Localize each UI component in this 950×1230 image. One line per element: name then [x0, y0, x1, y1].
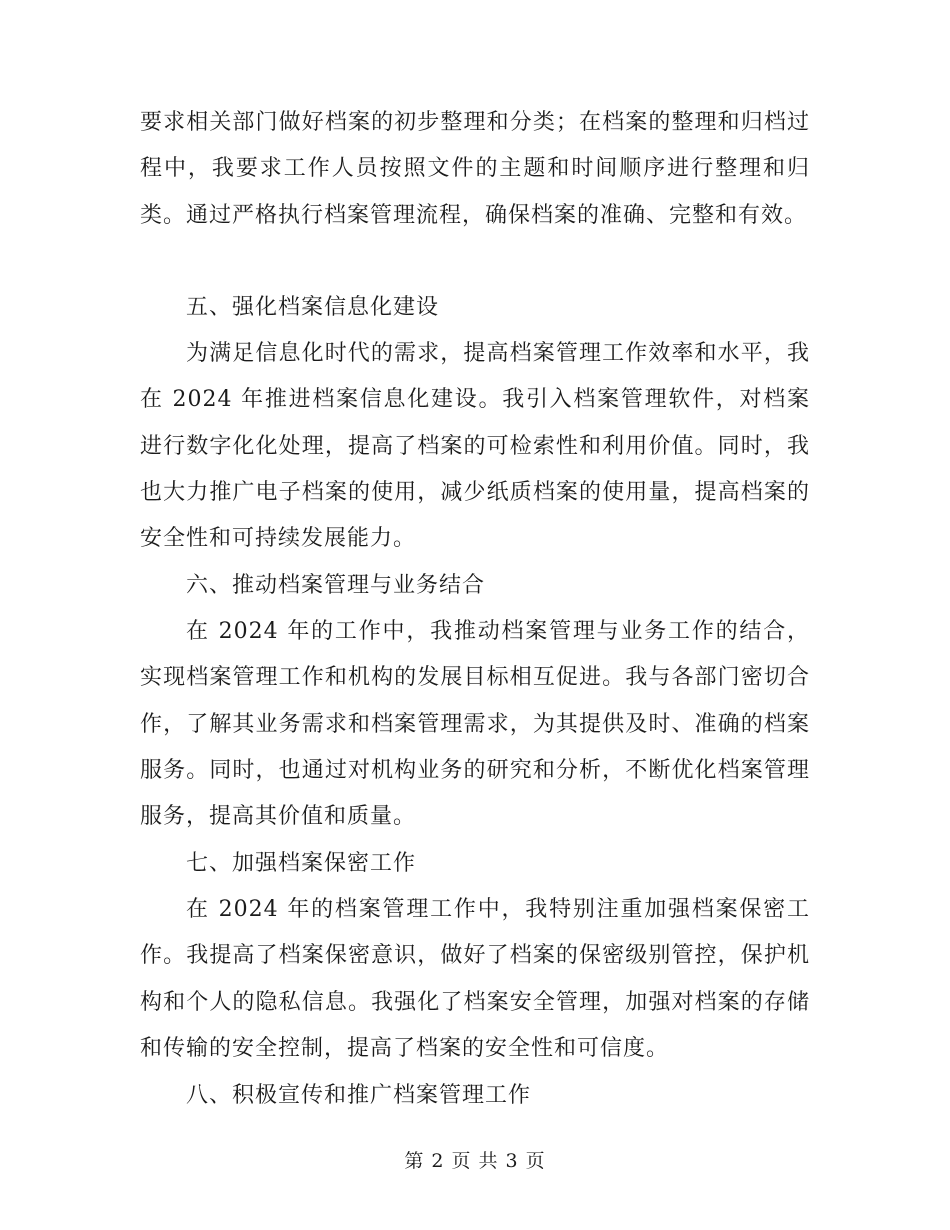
- document-body: [140, 100, 810, 1110]
- continuation-paragraph: 要求相关部门做好档案的初步整理和分类；在档案的整理和归档过程中，我要求工作人员按照文件的主题和时间顺序进行整理和归类。通过严格执行档案管理流程，确保档案的准确、完整和有效。: [140, 110, 810, 228]
- section-heading-8: 八、积极宣传和推广档案管理工作: [186, 1083, 532, 1108]
- section-body-7: 在 2024 年的档案管理工作中，我特别注重加强档案保密工作。我提高了档案保密意识，做好了档案的保密级别管控，保护机构和个人的隐私信息。我强化了档案安全管理，加强对档案的存储和传输的安全控制，提高了档案的安全性和可信度。: [140, 897, 810, 1061]
- page-footer: 第 2 页 共 3 页: [404, 1150, 546, 1172]
- section-heading-7: 七、加强档案保密工作: [186, 851, 417, 876]
- section-heading-6: 六、推动档案管理与业务结合: [186, 573, 486, 598]
- section-body-6: 在 2024 年的工作中，我推动档案管理与业务工作的结合，实现档案管理工作和机构的发展目标相互促进。我与各部门密切合作，了解其业务需求和档案管理需求，为其提供及时、准确的档案服务。同时，也通过对机构业务的研究和分析，不断优化档案管理服务，提高其价值和质量。: [140, 619, 810, 830]
- section-heading-5: 五、强化档案信息化建设: [186, 295, 440, 320]
- section-body-5: 为满足信息化时代的需求，提高档案管理工作效率和水平，我在 2024 年推进档案信息化建设。我引入档案管理软件，对档案进行数字化化处理，提高了档案的可检索性和利用价值。同时，我也大力推广电子档案的使用，减少纸质档案的使用量，提高档案的安全性和可持续发展能力。: [140, 341, 810, 552]
